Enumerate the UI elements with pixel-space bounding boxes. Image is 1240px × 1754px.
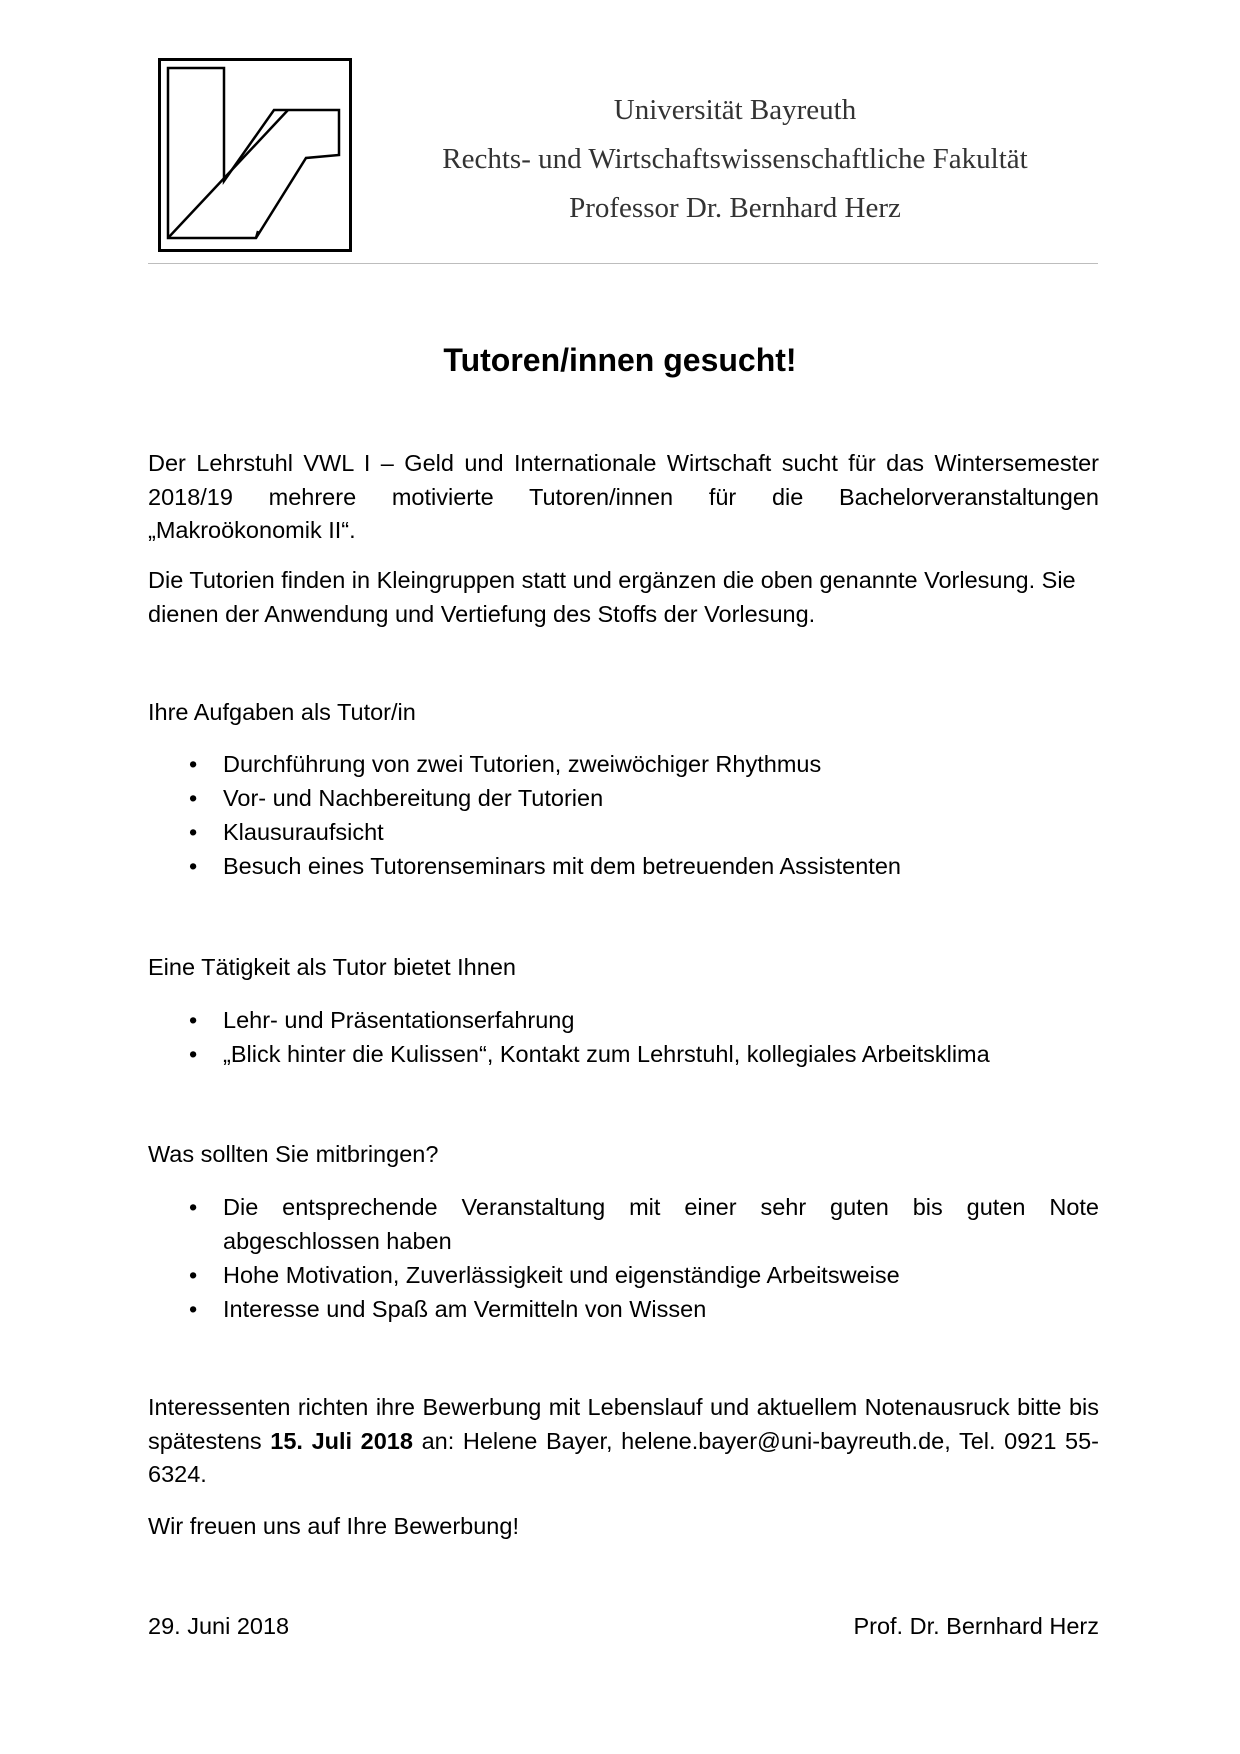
requirements-list	[148, 1190, 1099, 1326]
tasks-list	[148, 747, 1099, 883]
intro-paragraph-2: Die Tutorien finden in Kleingruppen statt und ergänzen die oben genannte Vorlesung. Sie dienen der Anwendung und Vertiefung des Stoffs der Vorlesung.	[148, 567, 1076, 627]
benefits-list	[148, 1003, 1099, 1071]
closing-text: Wir freuen uns auf Ihre Bewerbung!	[148, 1513, 519, 1539]
list-item: • „Blick hinter die Kulissen“, Kontakt zum Lehrstuhl, kollegiales Arbeitsklima	[148, 1037, 1099, 1071]
professor-name: Professor Dr. Bernhard Herz	[569, 192, 901, 224]
requirements-heading: Was sollten Sie mitbringen?	[148, 1141, 439, 1167]
faculty-name: Rechts- und Wirtschaftswissenschaftliche Fakultät	[442, 143, 1028, 175]
application-deadline: 15. Juli 2018	[270, 1427, 413, 1454]
document-date: 29. Juni 2018	[148, 1613, 290, 1639]
list-item: • Die entsprechende Veranstaltung mit einer sehr guten bis guten Note abgeschlossen haben	[148, 1190, 1099, 1258]
application-paragraph	[148, 1391, 1099, 1492]
list-item: • Durchführung von zwei Tutorien, zweiwöchiger Rhythmus	[148, 747, 1099, 781]
list-item: • Vor- und Nachbereitung der Tutorien	[148, 781, 1099, 815]
list-item: • Lehr- und Präsentationserfahrung	[148, 1003, 1099, 1037]
signature-name: Prof. Dr. Bernhard Herz	[853, 1613, 1099, 1639]
list-item: • Hohe Motivation, Zuverlässigkeit und eigenständige Arbeitsweise	[148, 1258, 1099, 1292]
application-text-after: an: Helene Bayer, helene.bayer@uni-bayreuth.de, Tel. 0921 55-6324.	[148, 1427, 1099, 1487]
header-divider	[148, 263, 1098, 264]
intro-paragraph-1: Der Lehrstuhl VWL I – Geld und Internationale Wirtschaft sucht für das Wintersemester 2018/19 mehrere motivierte Tutoren/innen für die Bachelorveranstaltungen „Makroökonomik II“.	[148, 450, 1099, 543]
page-title: Tutoren/innen gesucht!	[443, 342, 797, 378]
letterhead	[400, 86, 1070, 233]
list-item: • Interesse und Spaß am Vermitteln von Wissen	[148, 1292, 1099, 1326]
university-name: Universität Bayreuth	[613, 94, 857, 126]
application-text-before: Interessenten richten ihre Bewerbung mit Lebenslauf und aktuellem Notenausruck bitte bis spätestens	[148, 1394, 1099, 1454]
list-item: • Klausuraufsicht	[148, 815, 1099, 849]
list-item: • Besuch eines Tutorenseminars mit dem betreuenden Assistenten	[148, 849, 1099, 883]
benefits-heading: Eine Tätigkeit als Tutor bietet Ihnen	[148, 954, 516, 980]
university-logo	[158, 58, 352, 252]
tasks-heading: Ihre Aufgaben als Tutor/in	[148, 699, 416, 725]
